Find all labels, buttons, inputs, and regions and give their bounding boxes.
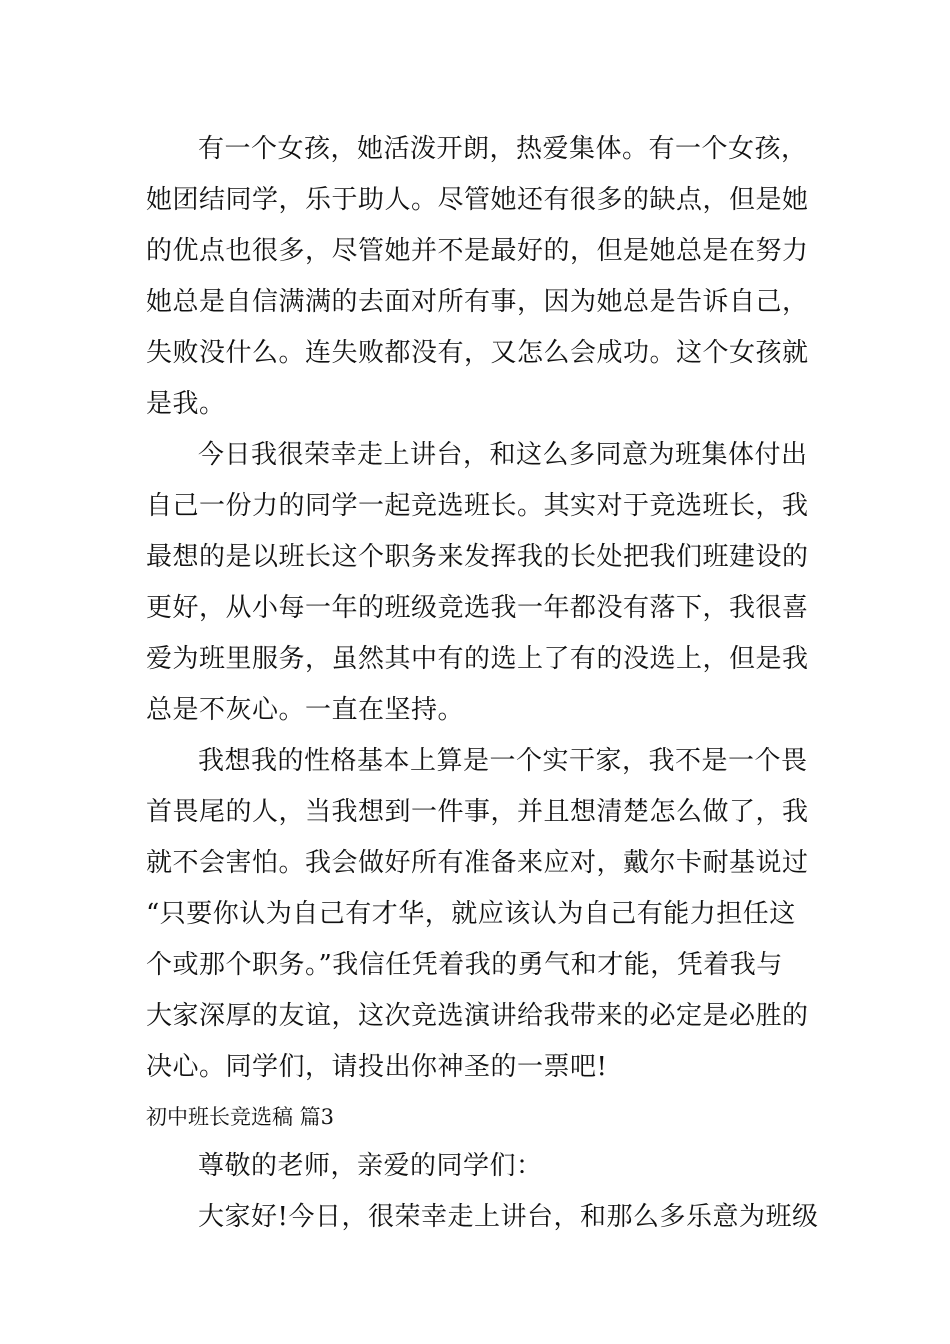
text-line: 大家好!今日，很荣幸走上讲台，和那么多乐意为班级 (198, 1202, 819, 1232)
text-line: 有一个女孩，她活泼开朗，热爱集体。有一个女孩， (198, 134, 808, 164)
section-heading: 初中班长竞选稿 篇3 (146, 1105, 335, 1129)
text-line: “只要你认为自己有才华，就应该认为自己有能力担任这 (146, 899, 796, 929)
document-body (146, 124, 819, 1243)
text-line: 更好，从小每一年的班级竞选我一年都没有落下，我很喜 (146, 593, 809, 623)
text-line: 首畏尾的人，当我想到一件事，并且想清楚怎么做了，我 (146, 797, 809, 827)
paragraph-2 (146, 430, 808, 736)
text-line: 决心。同学们，请投出你神圣的一票吧! (146, 1052, 608, 1082)
text-line: 个或那个职务。”我信任凭着我的勇气和才能，凭着我与 (146, 950, 783, 980)
paragraph-4 (146, 1192, 819, 1243)
text-line: 她总是自信满满的去面对所有事，因为她总是告诉自己， (146, 287, 809, 317)
text-line: 今日我很荣幸走上讲台，和这么多同意为班集体付出 (198, 440, 808, 470)
text-line: 爱为班里服务，虽然其中有的选上了有的没选上，但是我 (146, 644, 809, 674)
text-line: 我想我的性格基本上算是一个实干家，我不是一个畏 (198, 746, 808, 776)
text-line: 失败没什么。连失败都没有，又怎么会成功。这个女孩就 (146, 338, 809, 368)
text-line: 自己一份力的同学一起竞选班长。其实对于竞选班长，我 (146, 491, 809, 521)
text-line: 就不会害怕。我会做好所有准备来应对，戴尔卡耐基说过 (146, 848, 809, 878)
paragraph-1 (146, 124, 808, 430)
text-line: 大家深厚的友谊，这次竞选演讲给我带来的必定是必胜的 (146, 1001, 809, 1031)
text-line: 总是不灰心。一直在坚持。 (146, 695, 465, 725)
text-line: 最想的是以班长这个职务来发挥我的长处把我们班建设的 (146, 542, 809, 572)
text-line: 是我。 (146, 389, 226, 419)
text-line: 的优点也很多，尽管她并不是最好的，但是她总是在努力 (146, 236, 809, 266)
text-line: 她团结同学，乐于助人。尽管她还有很多的缺点，但是她 (146, 185, 809, 215)
paragraph-3 (146, 736, 808, 1093)
salutation: 尊敬的老师，亲爱的同学们： (198, 1151, 543, 1181)
